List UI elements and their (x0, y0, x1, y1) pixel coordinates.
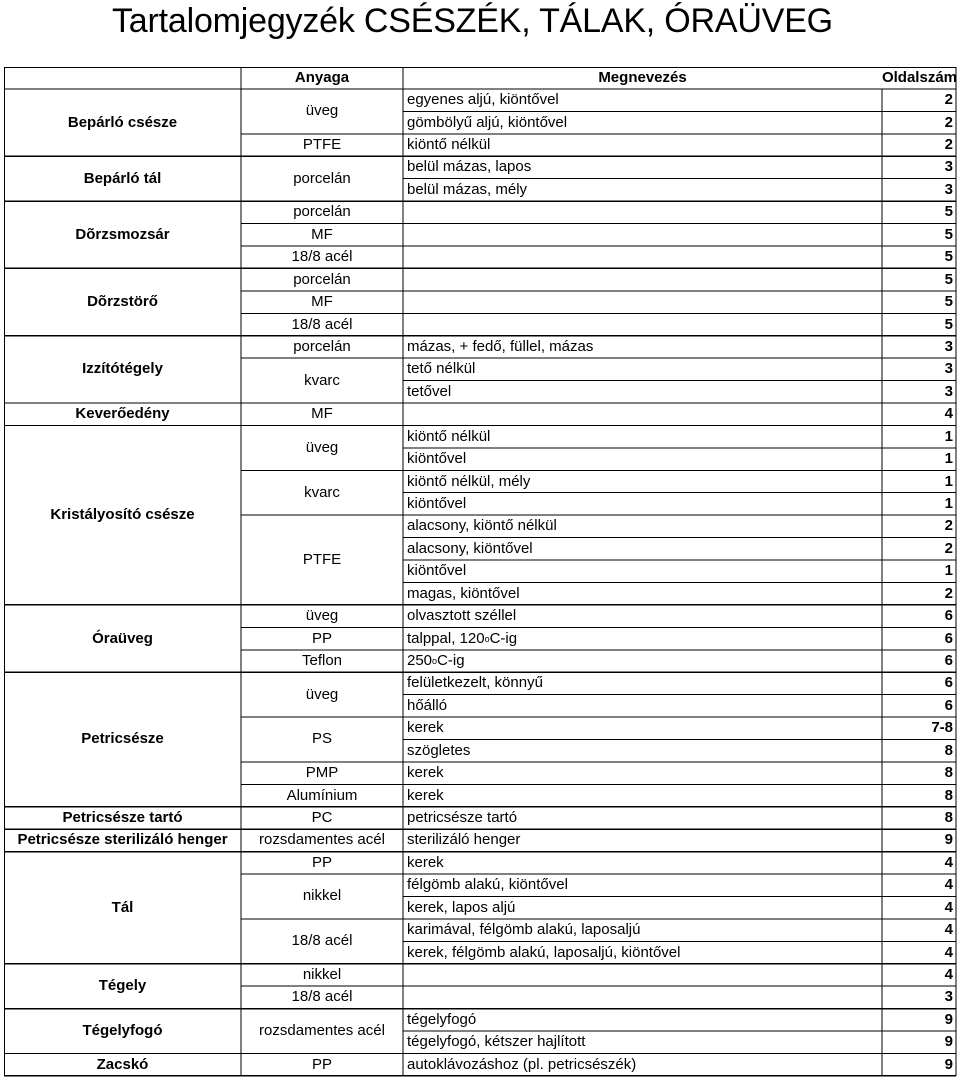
entry-description (403, 403, 882, 425)
entry-description: talppal, 120 o C-ig (407, 629, 518, 647)
entry-description (403, 246, 882, 268)
category-name: Tégely (98, 977, 147, 995)
entry-material: üveg (305, 607, 339, 625)
entry-description: alacsony, kiöntő nélkül (407, 517, 557, 535)
entry-description: mázas, + fedő, füllel, mázas (407, 337, 594, 355)
entry-page-number: 3 (944, 360, 953, 378)
entry-page-number: 8 (944, 764, 953, 782)
entry-description (403, 964, 882, 986)
category-name: Dõrzstörő (87, 293, 158, 311)
entry-page-number: 5 (944, 248, 953, 266)
entry-page-number: 6 (944, 629, 953, 647)
entry-description: sterilizáló henger (407, 831, 521, 849)
entry-page-number: 1 (944, 494, 953, 512)
entry-description: petricsésze tartó (407, 808, 518, 826)
entry-description: autoklávozáshoz (pl. petricsészék) (407, 1055, 637, 1073)
category-name: Dõrzsmozsár (75, 225, 170, 243)
entry-description: felületkezelt, könnyű (407, 674, 543, 692)
entry-page-number: 9 (944, 1055, 953, 1073)
entry-page-number: 2 (944, 584, 953, 602)
entry-page-number: 3 (944, 337, 953, 355)
category-name: Bepárló csésze (67, 113, 178, 131)
entry-description: kerek, félgömb alakú, laposaljú, kiöntővel (407, 943, 681, 961)
entry-material: PTFE (302, 551, 342, 569)
entry-page-number: 5 (944, 225, 953, 243)
header-oldalszam: Oldalszám (881, 69, 957, 86)
entry-description: olvasztott széllel (407, 607, 517, 625)
entry-material: kvarc (304, 483, 340, 501)
category-name: Izzítótégely (82, 360, 163, 378)
entry-material: PP (311, 853, 332, 871)
category-name: Tál (111, 898, 134, 916)
entry-page-number: 1 (944, 427, 953, 445)
entry-description: kiöntő nélkül, mély (407, 472, 531, 490)
entry-description (403, 313, 882, 335)
entry-page-number: 1 (944, 472, 953, 490)
entry-material: PS (311, 730, 332, 748)
entry-description: kiöntő nélkül (407, 136, 491, 154)
entry-page-number: 3 (944, 988, 953, 1006)
entry-description: belül mázas, mély (407, 180, 528, 198)
entry-page-number: 9 (944, 1010, 953, 1028)
entry-page-number: 3 (944, 180, 953, 198)
category-name: Kristályosító csésze (50, 506, 195, 524)
entry-material: PP (311, 629, 332, 647)
entry-material: kvarc (304, 371, 340, 389)
entry-material: Alumínium (286, 786, 358, 804)
category-name: Petricsésze tartó (62, 808, 183, 826)
category-name: Tégelyfogó (82, 1022, 163, 1040)
category-name: Bepárló tál (83, 169, 162, 187)
entry-material: üveg (305, 102, 339, 120)
entry-page-number: 4 (944, 876, 953, 894)
entry-page-number: 3 (944, 382, 953, 400)
entry-page-number: 4 (944, 898, 953, 916)
entry-material: MF (311, 405, 333, 423)
entry-description: magas, kiöntővel (407, 584, 520, 602)
entry-description (403, 201, 882, 223)
entry-description: belül mázas, lapos (407, 158, 532, 176)
entry-page-number: 6 (944, 696, 953, 714)
header-anyaga: Anyaga (294, 69, 350, 86)
entry-page-number: 7-8 (931, 719, 953, 737)
entry-description: kiöntővel (407, 562, 467, 580)
entry-page-number: 4 (944, 943, 953, 961)
entry-page-number: 8 (944, 808, 953, 826)
entry-page-number: 9 (944, 831, 953, 849)
entry-material: 18/8 acél (291, 248, 353, 266)
entry-material: üveg (305, 438, 339, 456)
entry-material: Teflon (301, 651, 343, 669)
entry-page-number: 2 (944, 539, 953, 557)
entry-material: porcelán (293, 270, 351, 288)
category-name: Zacskó (96, 1055, 149, 1073)
entry-page-number: 4 (944, 965, 953, 983)
page-title: Tartalomjegyzék CSÉSZÉK, TÁLAK, ÓRAÜVEG (112, 2, 833, 40)
entry-page-number: 6 (944, 674, 953, 692)
entry-page-number: 1 (944, 562, 953, 580)
entry-page-number: 5 (944, 315, 953, 333)
entry-material: nikkel (302, 965, 342, 983)
entry-material: PMP (305, 764, 339, 782)
entry-page-number: 6 (944, 607, 953, 625)
entry-description: kiöntővel (407, 450, 467, 468)
entry-page-number: 1 (944, 450, 953, 468)
entry-page-number: 9 (944, 1033, 953, 1051)
entry-material: porcelán (293, 337, 351, 355)
entry-material: üveg (305, 685, 339, 703)
category-name: Petricsésze sterilizáló henger (17, 831, 228, 849)
entry-description: gömbölyű aljú, kiöntővel (407, 113, 568, 131)
entry-page-number: 8 (944, 786, 953, 804)
entry-page-number: 8 (944, 741, 953, 759)
entry-material: porcelán (293, 169, 351, 187)
entry-description: tető nélkül (407, 360, 476, 378)
entry-material: rozsdamentes acél (259, 831, 385, 849)
entry-material: MF (311, 293, 333, 311)
entry-page-number: 4 (944, 405, 953, 423)
entry-page-number: 5 (944, 270, 953, 288)
entry-description: alacsony, kiöntővel (407, 539, 533, 557)
entry-material: PTFE (302, 136, 342, 154)
category-name: Keverőedény (75, 405, 170, 423)
entry-page-number: 4 (944, 853, 953, 871)
entry-description (403, 291, 882, 313)
entry-material: MF (311, 225, 333, 243)
entry-material: 18/8 acél (291, 315, 353, 333)
category-name: Óraüveg (92, 629, 153, 647)
entry-description: kerek (407, 719, 444, 737)
entry-description: karimával, félgömb alakú, laposaljú (407, 921, 641, 939)
entry-description: tégelyfogó, kétszer hajlított (407, 1033, 586, 1051)
entry-material: porcelán (293, 203, 351, 221)
entry-page-number: 6 (944, 651, 953, 669)
entry-description: tetővel (407, 382, 452, 400)
entry-description: szögletes (407, 741, 471, 759)
entry-page-number: 2 (944, 517, 953, 535)
entry-description: hőálló (407, 696, 448, 714)
entry-description: kiöntő nélkül (407, 427, 491, 445)
entry-description: kerek (407, 853, 444, 871)
entry-material: 18/8 acél (291, 932, 353, 950)
entry-material: PP (311, 1055, 332, 1073)
entry-description: tégelyfogó (407, 1010, 477, 1028)
entry-page-number: 2 (944, 91, 953, 109)
contents-table (4, 67, 957, 1079)
entry-description (403, 268, 882, 290)
header-megnevezes: Megnevezés (598, 69, 687, 86)
entry-description: félgömb alakú, kiöntővel (407, 876, 568, 894)
entry-material: rozsdamentes acél (259, 1022, 385, 1040)
entry-description (403, 986, 882, 1008)
entry-page-number: 3 (944, 158, 953, 176)
entry-material: 18/8 acél (291, 988, 353, 1006)
entry-page-number: 4 (944, 921, 953, 939)
entry-page-number: 2 (944, 136, 953, 154)
entry-description: kerek (407, 764, 444, 782)
entry-page-number: 2 (944, 113, 953, 131)
entry-page-number: 5 (944, 293, 953, 311)
category-name: Petricsésze (81, 730, 164, 748)
entry-description: egyenes aljú, kiöntővel (407, 91, 559, 109)
entry-description (403, 224, 882, 246)
entry-material: nikkel (302, 887, 342, 905)
entry-description: kiöntővel (407, 494, 467, 512)
entry-description: kerek (407, 786, 444, 804)
entry-description: kerek, lapos aljú (407, 898, 516, 916)
entry-page-number: 5 (944, 203, 953, 221)
entry-description: 250 o C-ig (407, 651, 465, 669)
entry-material: PC (311, 808, 333, 826)
